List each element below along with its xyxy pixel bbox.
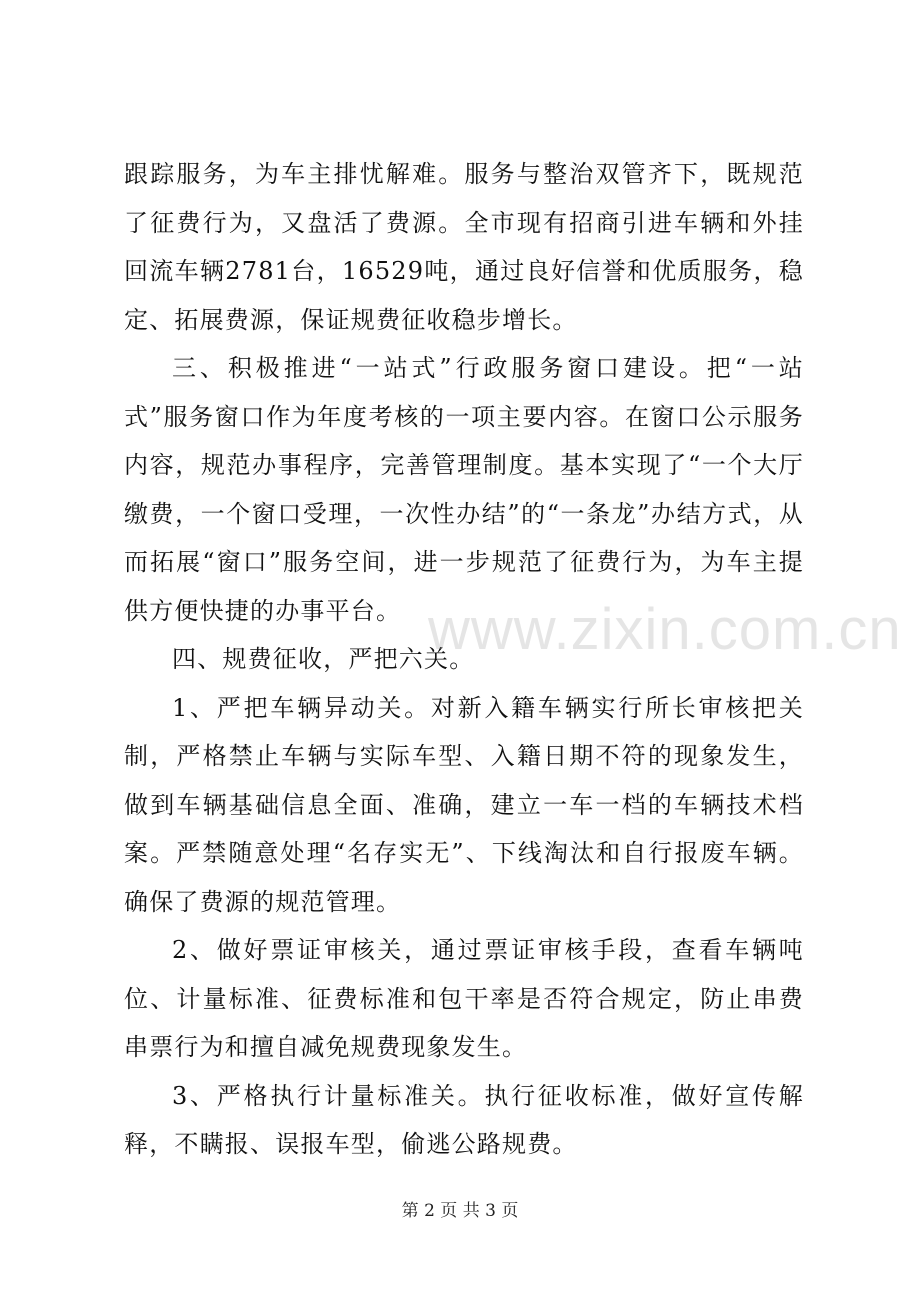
paragraph-section-three: 三、积极推进“一站式”行政服务窗口建设。把“一站式”服务窗口作为年度考核的一项主要内容。在窗口公示服务内容，规范办事程序，完善管理制度。基本实现了“一个大厅缴费，一个窗口受理，一次性办结”的“一条龙”办结方式，从而拓展“窗口”服务空间，进一步规范了征费行为，为车主提供方便快捷的办事平台。 (124, 354, 804, 625)
paragraph-item-three: 3、严格执行计量标准关。执行征收标准，做好宣传解释，不瞒报、误报车型，偷逃公路规费。 (124, 1081, 804, 1158)
document-body (124, 150, 804, 1169)
paragraph-item-one: 1、严把车辆异动关。对新入籍车辆实行所长审核把关制，严格禁止车辆与实际车型、入籍日期不符的现象发生，做到车辆基础信息全面、准确，建立一车一档的车辆技术档案。严禁随意处理“名存实无”、下线淘汰和自行报废车辆。确保了费源的规范管理。 (124, 693, 804, 916)
paragraph-item-two: 2、做好票证审核关，通过票证审核手段，查看车辆吨位、计量标准、征费标准和包干率是否符合规定，防止串费串票行为和擅自减免规费现象发生。 (124, 936, 804, 1061)
page-number-footer: 第 2 页 共 3 页 (401, 1201, 519, 1221)
paragraph-continuation: 跟踪服务，为车主排忧解难。服务与整治双管齐下，既规范了征费行为，又盘活了费源。全市现有招商引进车辆和外挂回流车辆2781台，16529吨，通过良好信誉和优质服务，稳定、拓展费源，保证规费征收稳步增长。 (124, 160, 804, 334)
watermark-text: www.zixin.com.cn (428, 597, 902, 662)
paragraph-section-four-heading: 四、规费征收，严把六关。 (172, 645, 475, 673)
